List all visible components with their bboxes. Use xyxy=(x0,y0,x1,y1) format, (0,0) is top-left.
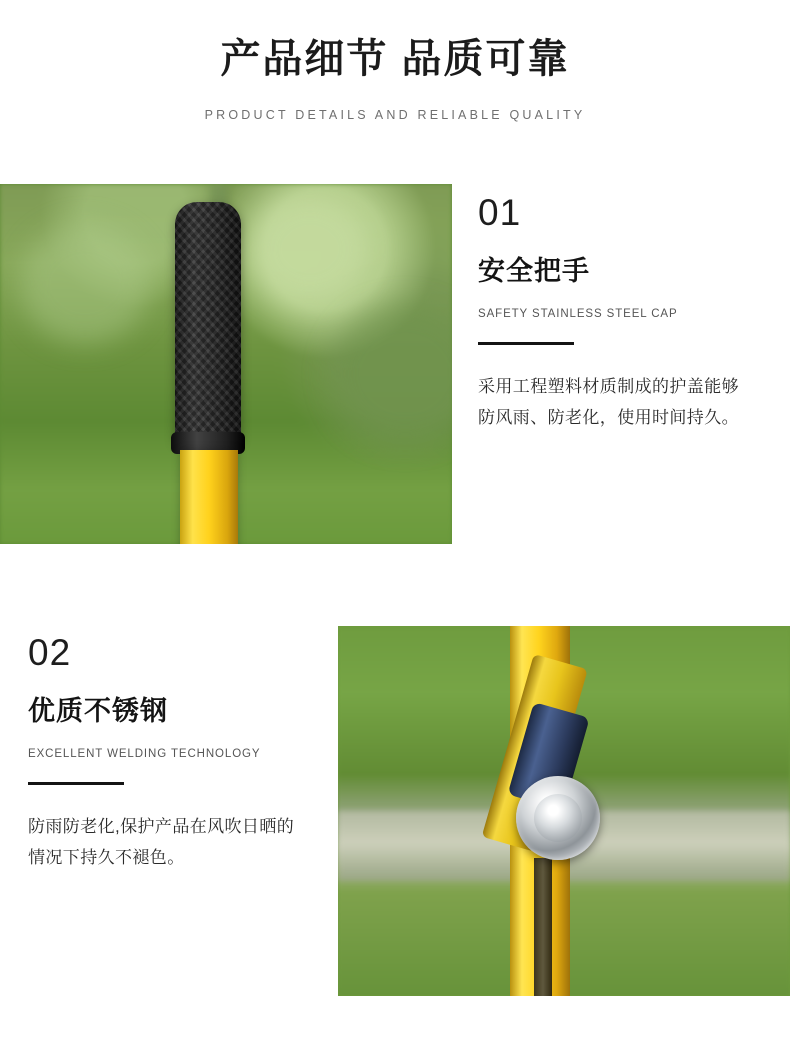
stainless-knob-center xyxy=(534,794,582,842)
feature-image-handle xyxy=(0,184,452,544)
feature-description: 采用工程塑料材质制成的护盖能够防风雨、防老化，使用时间持久。 xyxy=(478,377,739,427)
feature-text-02 xyxy=(0,626,338,873)
feature-image-knob xyxy=(338,626,790,996)
bokeh-blob xyxy=(250,194,370,304)
lower-rod xyxy=(534,858,552,996)
feature-number: 02 xyxy=(28,632,72,673)
page-header xyxy=(0,0,790,122)
feature-subtitle: EXCELLENT WELDING TECHNOLOGY xyxy=(28,748,261,760)
feature-text-01 xyxy=(452,184,790,433)
divider-rule xyxy=(28,782,124,785)
page-title: 产品细节 品质可靠 xyxy=(220,37,570,81)
divider-rule xyxy=(478,342,574,345)
feature-description: 防雨防老化,保护产品在风吹日晒的情况下持久不褪色。 xyxy=(28,817,295,867)
feature-subtitle: SAFETY STAINLESS STEEL CAP xyxy=(478,308,678,320)
feature-title: 优质不锈钢 xyxy=(28,696,168,726)
feature-section-02 xyxy=(0,626,790,996)
page-subtitle: PRODUCT DETAILS AND RELIABLE QUALITY xyxy=(204,108,586,122)
bokeh-blob xyxy=(20,224,150,344)
handle-grip xyxy=(175,202,241,442)
yellow-pole xyxy=(180,450,238,544)
feature-section-01 xyxy=(0,184,790,544)
feature-number: 01 xyxy=(478,192,522,233)
feature-title: 安全把手 xyxy=(478,256,590,286)
